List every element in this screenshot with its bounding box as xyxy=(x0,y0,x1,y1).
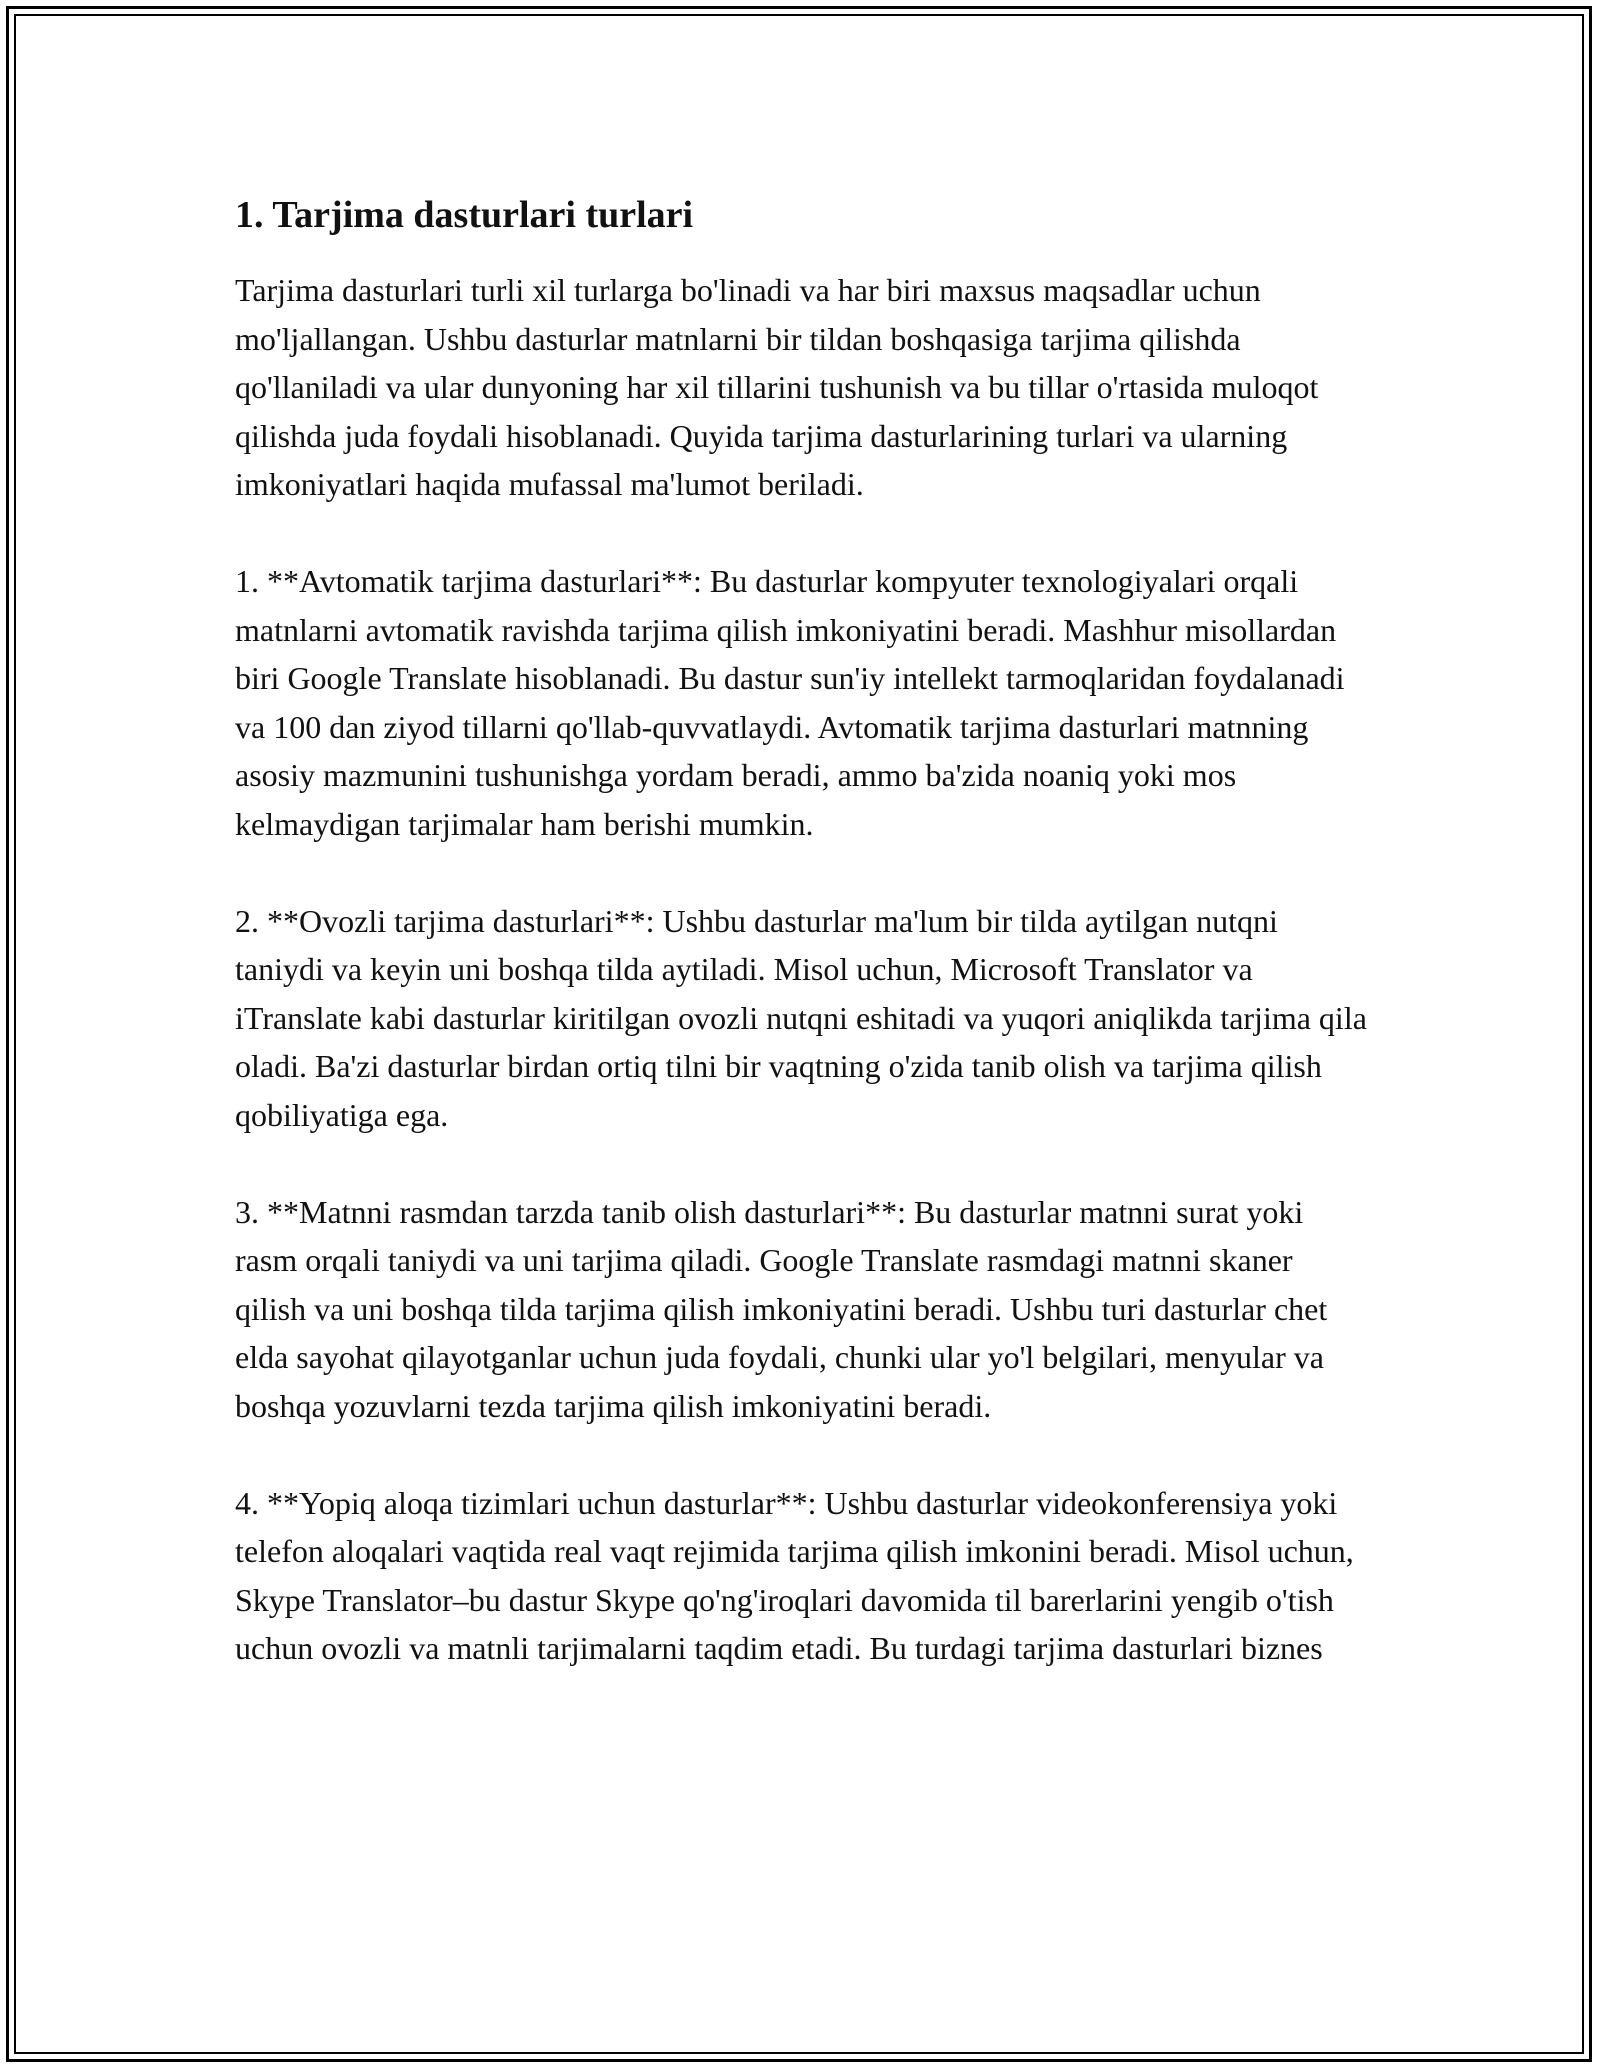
paragraph-closed-communication: 4. **Yopiq aloqa tizimlari uchun dasturlar**: Ushbu dasturlar videokonferensiya yoki telefon aloqalari vaqtida real vaqt rejimida tarjima qilish imkonini beradi. Misol uchun, Skype Translator–bu dastur Skype qo'ng'iroqlari davomida til barerlarini yengib o'tish uchun ovozli va matnli tarjimalarni taqdim etadi. Bu turdagi tarjima dasturlari biznes xyxy=(235,1484,1354,1666)
paragraph-image-text-recognition: 3. **Matnni rasmdan tarzda tanib olish dasturlari**: Bu dasturlar matnni surat yoki rasm orqali taniydi va uni tarjima qiladi. Google Translate rasmdagi matnni skaner qilish va uni boshqa tilda tarjima qilish imkoniyatini beradi. Ushbu turi dasturlar chet elda sayohat qilayotganlar uchun juda foydali, chunki ular yo'l belgilari, menyular va boshqa yozuvlarni tezda tarjima qilish imkoniyatini beradi. xyxy=(235,1193,1328,1424)
intro-paragraph: Tarjima dasturlari turli xil turlarga bo'linadi va har biri maxsus maqsadlar uchun mo'ljallangan. Ushbu dasturlar matnlarni bir tildan boshqasiga tarjima qilishda qo'llaniladi va ular dunyoning har xil tillarini tushunish va bu tillar o'rtasida muloqot qilishda juda foydali hisoblanadi. Quyida tarjima dasturlarining turlari va ularning imkoniyatlari haqida mufassal ma'lumot beriladi. xyxy=(235,272,1319,502)
paragraph-automatic-translation: 1. **Avtomatik tarjima dasturlari**: Bu dasturlar kompyuter texnologiyalari orqali matnlarni avtomatik ravishda tarjima qilish imkoniyatini beradi. Mashhur misollardan biri Google Translate hisoblanadi. Bu dastur sun'iy intellekt tarmoqlaridan foydalanadi va 100 dan ziyod tillarni qo'llab-quvvatlaydi. Avtomatik tarjima dasturlari matnning asosiy mazmunini tushunishga yordam beradi, ammo ba'zida noaniq yoki mos kelmaydigan tarjimalar ham berishi mumkin. xyxy=(235,563,1345,842)
paragraph-voice-translation: 2. **Ovozli tarjima dasturlari**: Ushbu dasturlar ma'lum bir tilda aytilgan nutqni taniydi va keyin uni boshqa tilda aytiladi. Misol uchun, Microsoft Translator va iTranslate kabi dasturlar kiritilgan ovozli nutqni eshitadi va yuqori aniqlikda tarjima qila oladi. Ba'zi dasturlar birdan ortiq tilni bir vaqtning o'zida tanib olish va tarjima qilish qobiliyatiga ega. xyxy=(235,902,1367,1133)
document-body xyxy=(235,190,1370,1721)
section-heading: 1. Tarjima dasturlari turlari xyxy=(235,194,694,236)
